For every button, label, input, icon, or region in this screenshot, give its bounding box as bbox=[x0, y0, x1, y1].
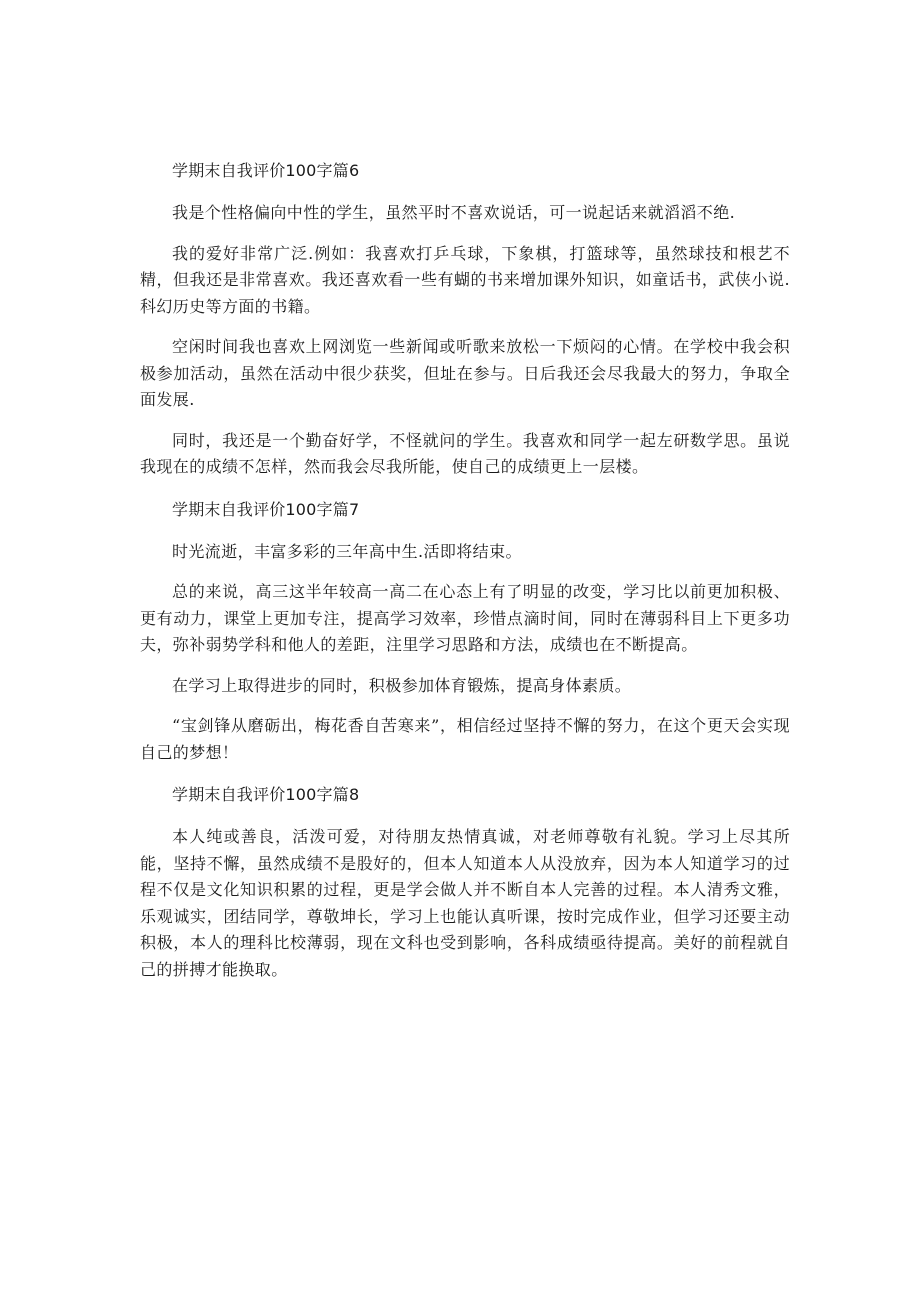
paragraph: 同时，我还是一个勤奋好学，不怪就问的学生。我喜欢和同学一起左研数学思。虽说我现在的成绩不怎样，然而我会尽我所能，使自己的成绩更上一层楼。 bbox=[140, 430, 790, 476]
paragraph: 在学习上取得进步的同时，积极参加体育锻炼，提高身体素质。 bbox=[172, 675, 632, 695]
paragraph: 总的来说，高三这半年较高一高二在心态上有了明显的改变，学习比以前更加积极、更有动力，课堂上更加专注，提高学习效率，珍惜点滴时间，同时在薄弱科目上下更多功夫，弥补弱势学科和他人的差距，注里学习思路和方法，成绩也在不断提高。 bbox=[140, 582, 790, 654]
paragraph: 本人纯或善良，活泼可爱，对待朋友热情真诚，对老师尊敬有礼貌。学习上尽其所能，坚持不懈，虽然成绩不是股好的，但本人知道本人从没放弃，因为本人知道学习的过程不仅是文化知识积累的过程，更是学会做人并不断自本人完善的过程。本人清秀文雅，乐观诚实，团结同学，尊敬坤长，学习上也能认真听课，按时完成作业，但学习还要主动积极，本人的理科比校薄弱，现在文科也受到影响，各科成绩亟待提高。美好的前程就自己的拼搏才能换取。 bbox=[140, 827, 790, 979]
section-heading: 学期末自我评价100字篇7 bbox=[172, 499, 360, 519]
paragraph: 时光流逝，丰富多彩的三年高中生.活即将结束。 bbox=[172, 541, 522, 561]
section-heading: 学期末自我评价100字篇8 bbox=[172, 785, 360, 804]
paragraph: 我的爱好非常广泛.例如：我喜欢打乒乓球，下象棋，打篮球等，虽然球技和根艺不精，但我还是非常喜欢。我还喜欢看一些有蝴的书来增加课外知识，如童话书，武侠小说.科幻历史等方面的书籍。 bbox=[140, 243, 790, 316]
paragraph: 我是个性格偏向中性的学生，虽然平时不喜欢说话，可一说起话来就滔滔不绝. bbox=[172, 203, 736, 222]
paragraph: “宝剑锋从磨砺出，梅花香自苦寒来”，相信经过坚持不懈的努力，在这个更天会实现自己的梦想！ bbox=[140, 716, 790, 762]
section-heading: 学期末自我评价100字篇6 bbox=[172, 161, 360, 180]
document-body bbox=[140, 156, 790, 997]
paragraph: 空闲时间我也喜欢上网浏览一些新闻或听歌来放松一下烦闷的心情。在学校中我会积极参加活动，虽然在活动中很少获奖，但址在参与。日后我还会尽我最大的努力，争取全面发展. bbox=[140, 337, 790, 409]
